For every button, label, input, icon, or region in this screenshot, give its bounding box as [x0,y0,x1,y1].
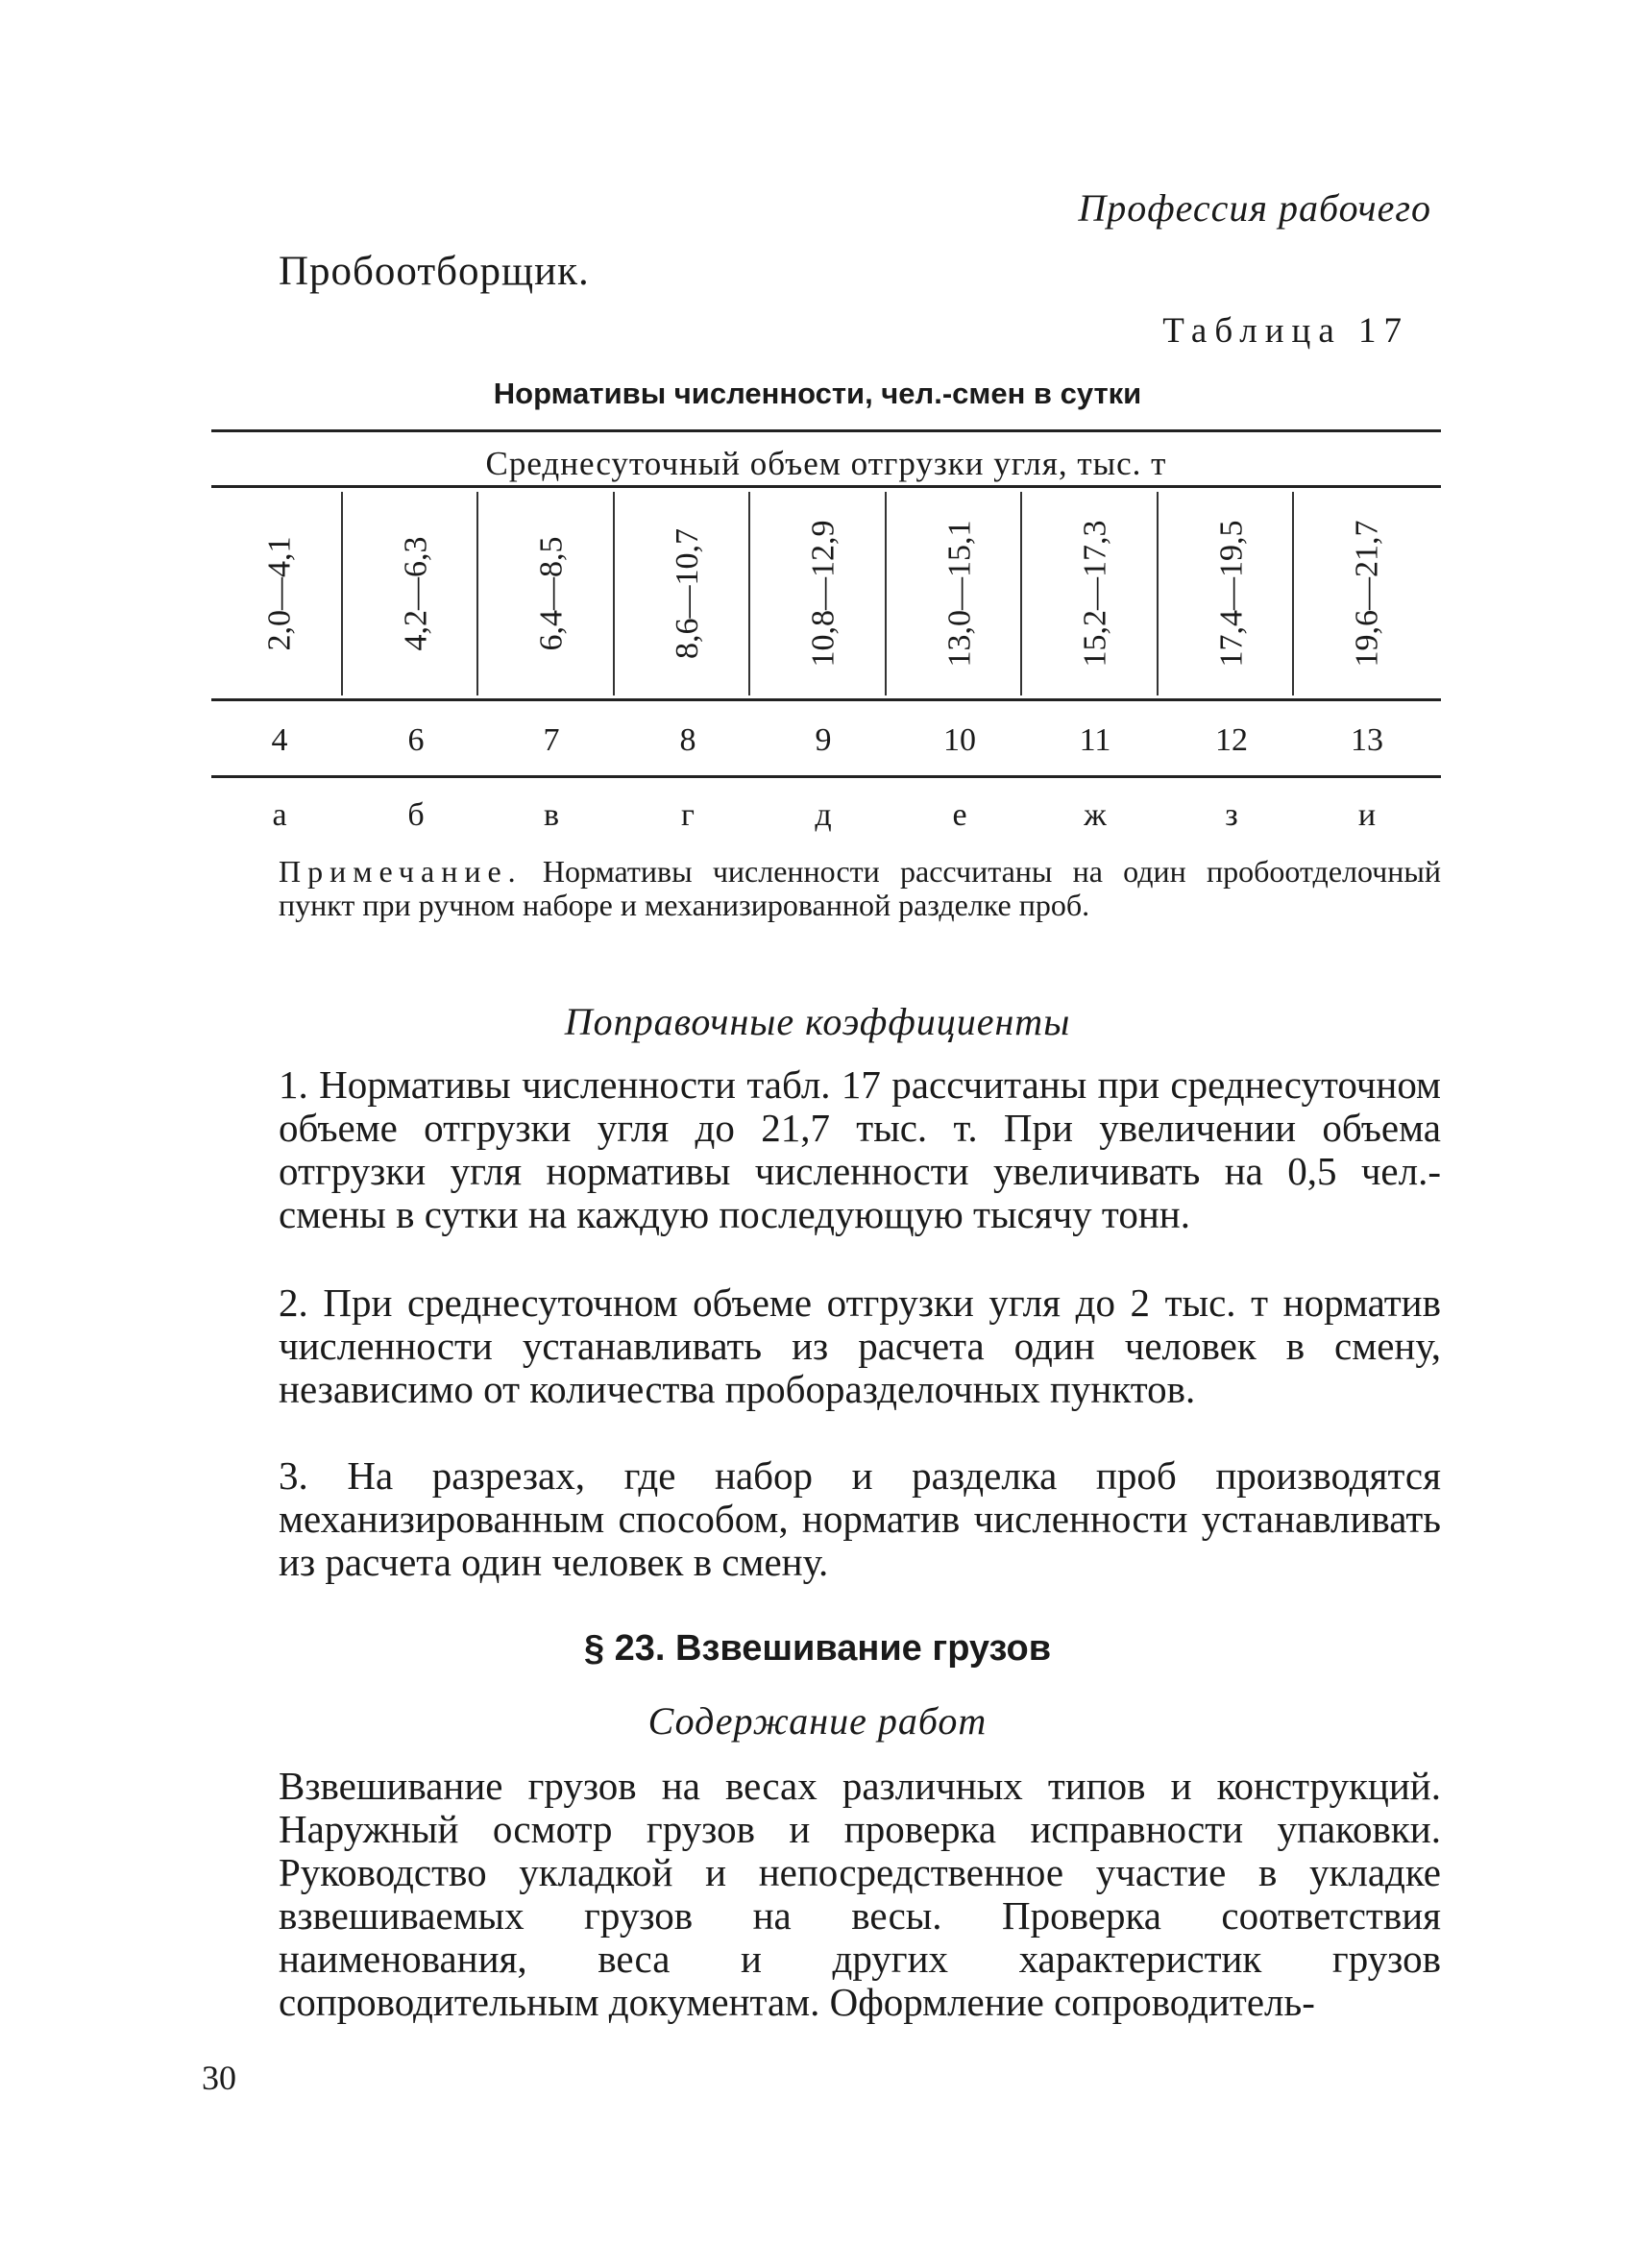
norm-value: 12 [1215,722,1248,758]
coefficient-item [211,1454,1441,1584]
norm-value: 7 [543,722,560,758]
range-label: 6,4—8,5 [533,536,569,651]
table-title: Нормативы численности, чел.-смен в сутки [493,377,1142,410]
range-header-cell [757,492,890,695]
coefficient-item [211,1063,1441,1236]
note-text: Нормативы численности рассчитаны на один пробоотделочный пункт при ручном наборе и механизированной разделке проб. [279,854,1441,922]
column-letter: д [815,797,832,833]
range-header-cell [1165,492,1298,695]
range-label: 2,0—4,1 [261,536,297,651]
column-letter: в [543,797,560,833]
column-letter: г [681,797,695,833]
content-title: Содержание работ [647,1699,988,1743]
range-label: 19,6—21,7 [1349,520,1384,668]
page-number: 30 [202,2059,236,2097]
note-label: Примечание. [279,854,523,889]
column-letter: е [952,797,967,833]
range-label: 13,0—15,1 [941,520,977,668]
norm-value: 8 [679,722,696,758]
norm-value: 13 [1351,722,1383,758]
table-note [279,855,1441,922]
column-letter: б [407,797,425,833]
range-label: 15,2—17,3 [1077,520,1112,668]
table-top-rule [211,429,1441,432]
profession-title: Профессия рабочего [1078,186,1431,230]
coefficient-text: 2. При среднесуточном объеме отгрузки угля до 2 тыс. т норматив численности устанавливать из расчета один человек в смену, независимо от количества проборазделочных пунктов. [279,1280,1441,1411]
table-header-rule [211,485,1441,488]
range-header-cell [350,492,482,695]
column-letter: а [272,797,287,833]
range-header-cell [1301,492,1433,695]
range-header-cell [1029,492,1161,695]
column-letter: ж [1084,797,1107,833]
column-letter: и [1357,797,1377,833]
coefficient-item [211,1281,1441,1411]
norm-value: 10 [943,722,976,758]
norm-value: 6 [407,722,425,758]
table-group-header: Среднесуточный объем отгрузки угля, тыс. т [485,445,1167,482]
coefficient-text: 1. Нормативы численности табл. 17 рассчитаны при среднесуточном объеме отгрузки угля до 21,7 тыс. т. При увеличении объема отгрузки угля нормативы численности увеличивать на 0,5 чел.-смены в сутки на каждую последующую тысячу тонн. [279,1062,1441,1236]
range-label: 4,2—6,3 [398,536,433,651]
coefficients-title: Поправочные коэффициенты [564,1000,1071,1043]
range-header-cell [485,492,618,695]
table-caption: Таблица 17 [1162,311,1409,351]
norm-value: 11 [1079,722,1111,758]
content-paragraph [211,1765,1441,2024]
range-header-cell [622,492,754,695]
table-bottom-rule [211,775,1441,778]
range-header-cell [893,492,1026,695]
norm-value: 4 [271,722,288,758]
profession-name: Пробоотборщик. [279,249,590,294]
range-label: 17,4—19,5 [1213,520,1249,668]
table-values-rule [211,698,1441,701]
range-label: 10,8—12,9 [805,520,841,668]
norm-value: 9 [815,722,832,758]
range-header-cell [213,492,346,695]
column-letter: з [1225,797,1238,833]
coefficient-text: 3. На разрезах, где набор и разделка проб производятся механизированным способом, норматив численности устанавливать из расчета один человек в смену. [279,1453,1441,1584]
section-heading: § 23. Взвешивание грузов [583,1628,1052,1669]
content-text: Взвешивание грузов на весах различных типов и конструкций. Наружный осмотр грузов и проверка исправности упаковки. Руководство укладкой и непосредственное участие в укладке взвешиваемых грузов на весы. Проверка соответствия наименования, веса и других характеристик грузов сопроводительным документам. Оформление сопроводитель- [279,1764,1441,2024]
range-label: 8,6—10,7 [670,528,705,659]
